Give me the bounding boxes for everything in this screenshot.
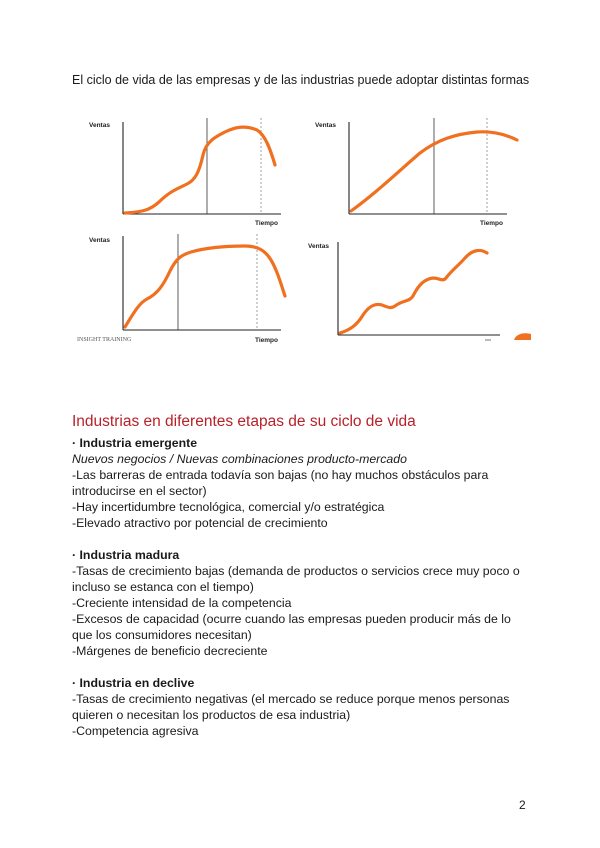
chart-1-curve — [125, 127, 275, 213]
section-title: Industrias en diferentes etapas de su ciclo de vida — [72, 413, 416, 430]
page-number: 2 — [519, 798, 526, 812]
section-emergent — [72, 435, 532, 531]
chart-4 — [308, 242, 531, 340]
section-heading: · Industria en declive — [72, 676, 195, 690]
section-decline — [72, 675, 532, 739]
chart-3-curve — [125, 246, 285, 327]
chart-3-y-label: Ventas — [89, 237, 110, 244]
chart-4-y-label: Ventas — [308, 243, 329, 250]
logo-text: INSIGHT TRAINING — [77, 337, 132, 343]
chart-3 — [77, 234, 285, 344]
list-item: -Creciente intensidad de la competencia — [72, 596, 292, 610]
list-item: -Tasas de crecimiento bajas (demanda de productos o servicios crece muy poco o incluso se estanca con el tiempo) — [72, 564, 520, 594]
list-item: -Elevado atractivo por potencial de crecimiento — [72, 516, 328, 530]
chart-3-x-label: Tiempo — [255, 337, 278, 344]
chart-1-x-label: Tiempo — [255, 220, 278, 227]
section-subtitle: Nuevos negocios / Nuevas combinaciones producto-mercado — [72, 452, 407, 466]
list-item: -Excesos de capacidad (ocurre cuando las empresas pueden producir más de lo que los consumidores necesitan) — [72, 612, 511, 642]
chart-1-y-label: Ventas — [89, 122, 110, 129]
section-heading: · Industria madura — [72, 548, 180, 562]
section-mature — [72, 547, 532, 659]
life-cycle-charts-svg — [77, 110, 535, 350]
chart-2 — [315, 118, 517, 227]
chart-2-y-label: Ventas — [315, 122, 336, 129]
list-item: -Tasas de crecimiento negativas (el mercado se reduce porque menos personas quieren o necesitan los productos de esa industria) — [72, 692, 510, 722]
list-item: -Competencia agresiva — [72, 724, 199, 738]
chart-4-corner-mark — [514, 333, 531, 340]
list-item: -Márgenes de beneficio decreciente — [72, 644, 268, 658]
list-item: -Hay incertidumbre tecnológica, comercial y/o estratégica — [72, 500, 385, 514]
life-cycle-charts — [77, 110, 535, 350]
chart-2-x-label: Tiempo — [480, 220, 503, 227]
content-body — [72, 435, 532, 739]
chart-4-curve — [340, 250, 487, 333]
intro-text: El ciclo de vida de las empresas y de las industrias puede adoptar distintas formas — [72, 73, 530, 87]
list-item: -Las barreras de entrada todavía son bajas (no hay muchos obstáculos para introducirse en el sector) — [72, 468, 489, 498]
chart-1 — [89, 118, 281, 227]
section-heading: · Industria emergente — [72, 436, 198, 450]
